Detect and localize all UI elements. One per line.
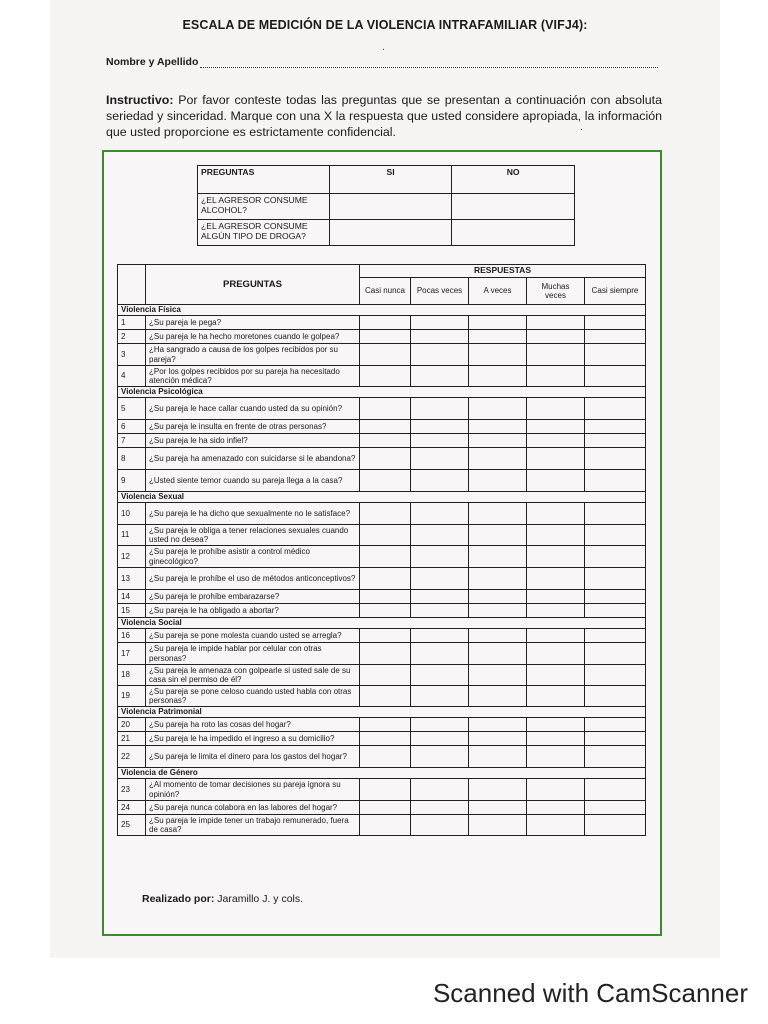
option-a-veces: A veces bbox=[469, 278, 527, 305]
question-row bbox=[118, 718, 646, 732]
question-text: ¿Su pareja le impide tener un trabajo remunerado, fuera de casa? bbox=[146, 815, 360, 836]
credit-line bbox=[142, 893, 303, 905]
answer-cell[interactable] bbox=[469, 448, 527, 470]
answer-cell[interactable] bbox=[527, 366, 585, 387]
answer-cell[interactable] bbox=[360, 330, 411, 344]
answer-cell[interactable] bbox=[469, 779, 527, 801]
answer-cell[interactable] bbox=[411, 643, 469, 665]
answer-cell[interactable] bbox=[585, 779, 646, 801]
answer-cell[interactable] bbox=[411, 815, 469, 836]
answer-cell[interactable] bbox=[527, 525, 585, 546]
answer-cell[interactable] bbox=[527, 420, 585, 434]
question-number: 18 bbox=[118, 665, 146, 686]
answer-cell[interactable] bbox=[527, 665, 585, 686]
answer-cell[interactable] bbox=[360, 568, 411, 590]
answer-cell[interactable] bbox=[585, 316, 646, 330]
question-number: 11 bbox=[118, 525, 146, 546]
answer-cell[interactable] bbox=[411, 718, 469, 732]
answer-cell[interactable] bbox=[585, 718, 646, 732]
answer-cell[interactable] bbox=[585, 686, 646, 707]
answer-cell[interactable] bbox=[527, 546, 585, 568]
answer-cell[interactable] bbox=[585, 503, 646, 525]
question-row bbox=[118, 686, 646, 707]
question-text: ¿Su pareja le prohíbe el uso de métodos anticonceptivos? bbox=[146, 568, 360, 590]
t2-header-respuestas: RESPUESTAS bbox=[360, 265, 646, 278]
answer-cell[interactable] bbox=[527, 779, 585, 801]
question-number: 2 bbox=[118, 330, 146, 344]
question-text: ¿Su pareja ha amenazado con suicidarse si le abandona? bbox=[146, 448, 360, 470]
option-casi-siempre: Casi siempre bbox=[585, 278, 646, 305]
section-row bbox=[118, 707, 646, 718]
answer-cell[interactable] bbox=[411, 420, 469, 434]
answer-cell[interactable] bbox=[360, 546, 411, 568]
answer-cell[interactable] bbox=[585, 546, 646, 568]
answer-cell[interactable] bbox=[469, 590, 527, 604]
answer-cell[interactable] bbox=[469, 801, 527, 815]
question-number: 21 bbox=[118, 732, 146, 746]
answer-cell[interactable] bbox=[585, 590, 646, 604]
answer-cell[interactable] bbox=[469, 434, 527, 448]
question-text: ¿Su pareja le pega? bbox=[146, 316, 360, 330]
answer-cell[interactable] bbox=[469, 420, 527, 434]
answer-cell[interactable] bbox=[527, 643, 585, 665]
t1-row bbox=[198, 194, 575, 220]
answer-cell[interactable] bbox=[411, 686, 469, 707]
section-title: Violencia de Género bbox=[118, 768, 646, 779]
option-muchas-veces: Muchas veces bbox=[527, 278, 585, 305]
question-text: ¿Su pareja le ha hecho moretones cuando le golpea? bbox=[146, 330, 360, 344]
question-number: 5 bbox=[118, 398, 146, 420]
t1-answer-si[interactable] bbox=[329, 194, 452, 220]
question-row bbox=[118, 815, 646, 836]
answer-cell[interactable] bbox=[585, 629, 646, 643]
answer-cell[interactable] bbox=[411, 590, 469, 604]
answer-cell[interactable] bbox=[360, 316, 411, 330]
question-number: 13 bbox=[118, 568, 146, 590]
answer-cell[interactable] bbox=[585, 801, 646, 815]
question-text: ¿Su pareja le prohíbe asistir a control médico ginecológico? bbox=[146, 546, 360, 568]
instructions-label: Instructivo: bbox=[106, 93, 174, 107]
answer-cell[interactable] bbox=[360, 732, 411, 746]
t2-header-preguntas: PREGUNTAS bbox=[146, 265, 360, 305]
answer-cell[interactable] bbox=[585, 470, 646, 492]
answer-cell[interactable] bbox=[411, 344, 469, 366]
section-row bbox=[118, 618, 646, 629]
question-row bbox=[118, 330, 646, 344]
answer-cell[interactable] bbox=[469, 815, 527, 836]
section-title: Violencia Psicológica bbox=[118, 387, 646, 398]
answer-cell[interactable] bbox=[585, 568, 646, 590]
answer-cell[interactable] bbox=[411, 568, 469, 590]
answer-cell[interactable] bbox=[469, 546, 527, 568]
question-number: 8 bbox=[118, 448, 146, 470]
question-text: ¿Su pareja le limita el dinero para los gastos del hogar? bbox=[146, 746, 360, 768]
question-number: 23 bbox=[118, 779, 146, 801]
question-number: 14 bbox=[118, 590, 146, 604]
answer-cell[interactable] bbox=[360, 718, 411, 732]
answer-cell[interactable] bbox=[411, 316, 469, 330]
answer-cell[interactable] bbox=[360, 815, 411, 836]
questionnaire-table bbox=[117, 264, 646, 836]
question-number: 10 bbox=[118, 503, 146, 525]
answer-cell[interactable] bbox=[360, 366, 411, 387]
section-title: Violencia Patrimonial bbox=[118, 707, 646, 718]
answer-cell[interactable] bbox=[411, 525, 469, 546]
question-row bbox=[118, 316, 646, 330]
answer-cell[interactable] bbox=[585, 398, 646, 420]
answer-cell[interactable] bbox=[585, 815, 646, 836]
camscanner-watermark: Scanned with CamScanner bbox=[432, 978, 748, 1008]
answer-cell[interactable] bbox=[411, 546, 469, 568]
scanned-page bbox=[50, 0, 720, 958]
answer-cell[interactable] bbox=[469, 732, 527, 746]
question-number: 15 bbox=[118, 604, 146, 618]
option-casi-nunca: Casi nunca bbox=[360, 278, 411, 305]
name-dotted-line bbox=[200, 58, 658, 68]
question-row bbox=[118, 448, 646, 470]
answer-cell[interactable] bbox=[527, 316, 585, 330]
question-text: ¿Su pareja le ha sido infiel? bbox=[146, 434, 360, 448]
credit-label: Realizado por: bbox=[142, 893, 215, 905]
question-number: 12 bbox=[118, 546, 146, 568]
answer-cell[interactable] bbox=[411, 665, 469, 686]
question-text: ¿Al momento de tomar decisiones su pareja ignora su opinión? bbox=[146, 779, 360, 801]
question-text: ¿Usted siente temor cuando su pareja llega a la casa? bbox=[146, 470, 360, 492]
t1-answer-no[interactable] bbox=[452, 194, 575, 220]
question-text: ¿Ha sangrado a causa de los golpes recibidos por su pareja? bbox=[146, 344, 360, 366]
question-number: 6 bbox=[118, 420, 146, 434]
answer-cell[interactable] bbox=[585, 665, 646, 686]
question-row bbox=[118, 398, 646, 420]
answer-cell[interactable] bbox=[585, 525, 646, 546]
answer-cell[interactable] bbox=[411, 604, 469, 618]
answer-cell[interactable] bbox=[585, 643, 646, 665]
answer-cell[interactable] bbox=[360, 420, 411, 434]
answer-cell[interactable] bbox=[411, 330, 469, 344]
answer-cell[interactable] bbox=[360, 629, 411, 643]
question-text: ¿Su pareja le insulta en frente de otras personas? bbox=[146, 420, 360, 434]
t2-corner bbox=[118, 265, 146, 305]
question-text: ¿Por los golpes recibidos por su pareja ha necesitado atención médica? bbox=[146, 366, 360, 387]
question-text: ¿Su pareja le ha impedido el ingreso a su domicilio? bbox=[146, 732, 360, 746]
question-row bbox=[118, 546, 646, 568]
answer-cell[interactable] bbox=[411, 801, 469, 815]
answer-cell[interactable] bbox=[411, 398, 469, 420]
credit-authors: Jaramillo J. y cols. bbox=[217, 893, 304, 905]
name-label: Nombre y Apellido bbox=[106, 56, 199, 68]
section-row bbox=[118, 492, 646, 503]
answer-cell[interactable] bbox=[360, 686, 411, 707]
question-row bbox=[118, 732, 646, 746]
question-row bbox=[118, 503, 646, 525]
answer-cell[interactable] bbox=[527, 801, 585, 815]
answer-cell[interactable] bbox=[527, 815, 585, 836]
t1-question: ¿EL AGRESOR CONSUME ALCOHOL? bbox=[198, 194, 330, 220]
question-number: 16 bbox=[118, 629, 146, 643]
answer-cell[interactable] bbox=[527, 686, 585, 707]
instructions-text: Por favor conteste todas las preguntas que se presentan a continuación con absoluta seriedad y sinceridad. Marque con una X la respuesta que usted considere apropiada, la información que usted proporcione es estrictamente confidencial. bbox=[106, 93, 662, 139]
t1-question: ¿EL AGRESOR CONSUME ALGÚN TIPO DE DROGA? bbox=[198, 220, 330, 246]
answer-cell[interactable] bbox=[469, 525, 527, 546]
t1-header-preguntas: PREGUNTAS bbox=[198, 166, 330, 194]
answer-cell[interactable] bbox=[360, 746, 411, 768]
question-row bbox=[118, 779, 646, 801]
question-number: 3 bbox=[118, 344, 146, 366]
question-text: ¿Su pareja le prohíbe embarazarse? bbox=[146, 590, 360, 604]
answer-cell[interactable] bbox=[527, 629, 585, 643]
question-number: 9 bbox=[118, 470, 146, 492]
answer-cell[interactable] bbox=[469, 604, 527, 618]
answer-cell[interactable] bbox=[469, 718, 527, 732]
question-text: ¿Su pareja se pone molesta cuando usted se arregla? bbox=[146, 629, 360, 643]
answer-cell[interactable] bbox=[469, 686, 527, 707]
answer-cell[interactable] bbox=[585, 330, 646, 344]
question-row bbox=[118, 643, 646, 665]
answer-cell[interactable] bbox=[527, 434, 585, 448]
section-title: Violencia Física bbox=[118, 305, 646, 316]
answer-cell[interactable] bbox=[527, 448, 585, 470]
t1-header-si: SI bbox=[329, 166, 452, 194]
answer-cell[interactable] bbox=[585, 604, 646, 618]
answer-cell[interactable] bbox=[360, 604, 411, 618]
answer-cell[interactable] bbox=[585, 420, 646, 434]
answer-cell[interactable] bbox=[360, 503, 411, 525]
answer-cell[interactable] bbox=[585, 344, 646, 366]
ink-dot-mark: . bbox=[580, 122, 583, 133]
answer-cell[interactable] bbox=[360, 801, 411, 815]
answer-cell[interactable] bbox=[469, 568, 527, 590]
question-row bbox=[118, 525, 646, 546]
answer-cell[interactable] bbox=[585, 746, 646, 768]
question-text: ¿Su pareja le obliga a tener relaciones sexuales cuando usted no desea? bbox=[146, 525, 360, 546]
answer-cell[interactable] bbox=[469, 344, 527, 366]
answer-cell[interactable] bbox=[360, 590, 411, 604]
answer-cell[interactable] bbox=[527, 732, 585, 746]
answer-cell[interactable] bbox=[527, 330, 585, 344]
answer-cell[interactable] bbox=[411, 779, 469, 801]
question-number: 1 bbox=[118, 316, 146, 330]
t1-answer-si[interactable] bbox=[329, 220, 452, 246]
answer-cell[interactable] bbox=[585, 366, 646, 387]
name-field[interactable] bbox=[106, 56, 658, 68]
answer-cell[interactable] bbox=[360, 398, 411, 420]
question-row bbox=[118, 665, 646, 686]
ink-dot-mark: . bbox=[382, 42, 385, 53]
questionnaire-frame bbox=[102, 150, 662, 936]
section-title: Violencia Social bbox=[118, 618, 646, 629]
question-row bbox=[118, 420, 646, 434]
answer-cell[interactable] bbox=[469, 665, 527, 686]
question-number: 17 bbox=[118, 643, 146, 665]
question-row bbox=[118, 746, 646, 768]
answer-cell[interactable] bbox=[360, 344, 411, 366]
question-text: ¿Su pareja se pone celoso cuando usted habla con otras personas? bbox=[146, 686, 360, 707]
answer-cell[interactable] bbox=[469, 366, 527, 387]
question-row bbox=[118, 344, 646, 366]
section-row bbox=[118, 768, 646, 779]
question-text: ¿Su pareja le amenaza con golpearle si usted sale de su casa sin el permiso de él? bbox=[146, 665, 360, 686]
answer-cell[interactable] bbox=[469, 398, 527, 420]
question-text: ¿Su pareja nunca colabora en las labores del hogar? bbox=[146, 801, 360, 815]
question-row bbox=[118, 568, 646, 590]
answer-cell[interactable] bbox=[527, 604, 585, 618]
answer-cell[interactable] bbox=[360, 525, 411, 546]
instructions bbox=[106, 92, 662, 140]
section-title: Violencia Sexual bbox=[118, 492, 646, 503]
document-title: ESCALA DE MEDICIÓN DE LA VIOLENCIA INTRAFAMILIAR (VIFJ4): bbox=[182, 18, 588, 32]
question-number: 24 bbox=[118, 801, 146, 815]
answer-cell[interactable] bbox=[360, 448, 411, 470]
answer-cell[interactable] bbox=[527, 470, 585, 492]
section-row bbox=[118, 305, 646, 316]
question-row bbox=[118, 801, 646, 815]
question-number: 4 bbox=[118, 366, 146, 387]
question-text: ¿Su pareja le hace callar cuando usted da su opinión? bbox=[146, 398, 360, 420]
answer-cell[interactable] bbox=[469, 330, 527, 344]
question-number: 25 bbox=[118, 815, 146, 836]
answer-cell[interactable] bbox=[360, 470, 411, 492]
answer-cell[interactable] bbox=[411, 732, 469, 746]
answer-cell[interactable] bbox=[411, 629, 469, 643]
question-number: 22 bbox=[118, 746, 146, 768]
answer-cell[interactable] bbox=[360, 779, 411, 801]
substance-table bbox=[197, 165, 575, 246]
question-row bbox=[118, 470, 646, 492]
t1-header-no: NO bbox=[452, 166, 575, 194]
answer-cell[interactable] bbox=[585, 434, 646, 448]
section-row bbox=[118, 387, 646, 398]
answer-cell[interactable] bbox=[469, 503, 527, 525]
answer-cell[interactable] bbox=[527, 398, 585, 420]
question-number: 19 bbox=[118, 686, 146, 707]
answer-cell[interactable] bbox=[527, 590, 585, 604]
question-row bbox=[118, 604, 646, 618]
answer-cell[interactable] bbox=[585, 448, 646, 470]
question-row bbox=[118, 629, 646, 643]
answer-cell[interactable] bbox=[469, 470, 527, 492]
question-row bbox=[118, 366, 646, 387]
answer-cell[interactable] bbox=[527, 746, 585, 768]
answer-cell[interactable] bbox=[360, 643, 411, 665]
answer-cell[interactable] bbox=[411, 503, 469, 525]
question-text: ¿Su pareja le impide hablar por celular con otras personas? bbox=[146, 643, 360, 665]
question-row bbox=[118, 434, 646, 448]
answer-cell[interactable] bbox=[411, 434, 469, 448]
answer-cell[interactable] bbox=[527, 503, 585, 525]
answer-cell[interactable] bbox=[527, 568, 585, 590]
t1-answer-no[interactable] bbox=[452, 220, 575, 246]
answer-cell[interactable] bbox=[469, 629, 527, 643]
answer-cell[interactable] bbox=[411, 366, 469, 387]
question-number: 7 bbox=[118, 434, 146, 448]
question-text: ¿Su pareja le ha dicho que sexualmente no le satisface? bbox=[146, 503, 360, 525]
answer-cell[interactable] bbox=[469, 746, 527, 768]
answer-cell[interactable] bbox=[469, 316, 527, 330]
question-text: ¿Su pareja ha roto las cosas del hogar? bbox=[146, 718, 360, 732]
answer-cell[interactable] bbox=[411, 470, 469, 492]
answer-cell[interactable] bbox=[411, 746, 469, 768]
answer-cell[interactable] bbox=[527, 344, 585, 366]
option-pocas-veces: Pocas veces bbox=[411, 278, 469, 305]
answer-cell[interactable] bbox=[360, 434, 411, 448]
answer-cell[interactable] bbox=[360, 665, 411, 686]
answer-cell[interactable] bbox=[527, 718, 585, 732]
answer-cell[interactable] bbox=[469, 643, 527, 665]
question-text: ¿Su pareja le ha obligado a abortar? bbox=[146, 604, 360, 618]
question-row bbox=[118, 590, 646, 604]
answer-cell[interactable] bbox=[585, 732, 646, 746]
answer-cell[interactable] bbox=[411, 448, 469, 470]
t1-row bbox=[198, 220, 575, 246]
question-number: 20 bbox=[118, 718, 146, 732]
